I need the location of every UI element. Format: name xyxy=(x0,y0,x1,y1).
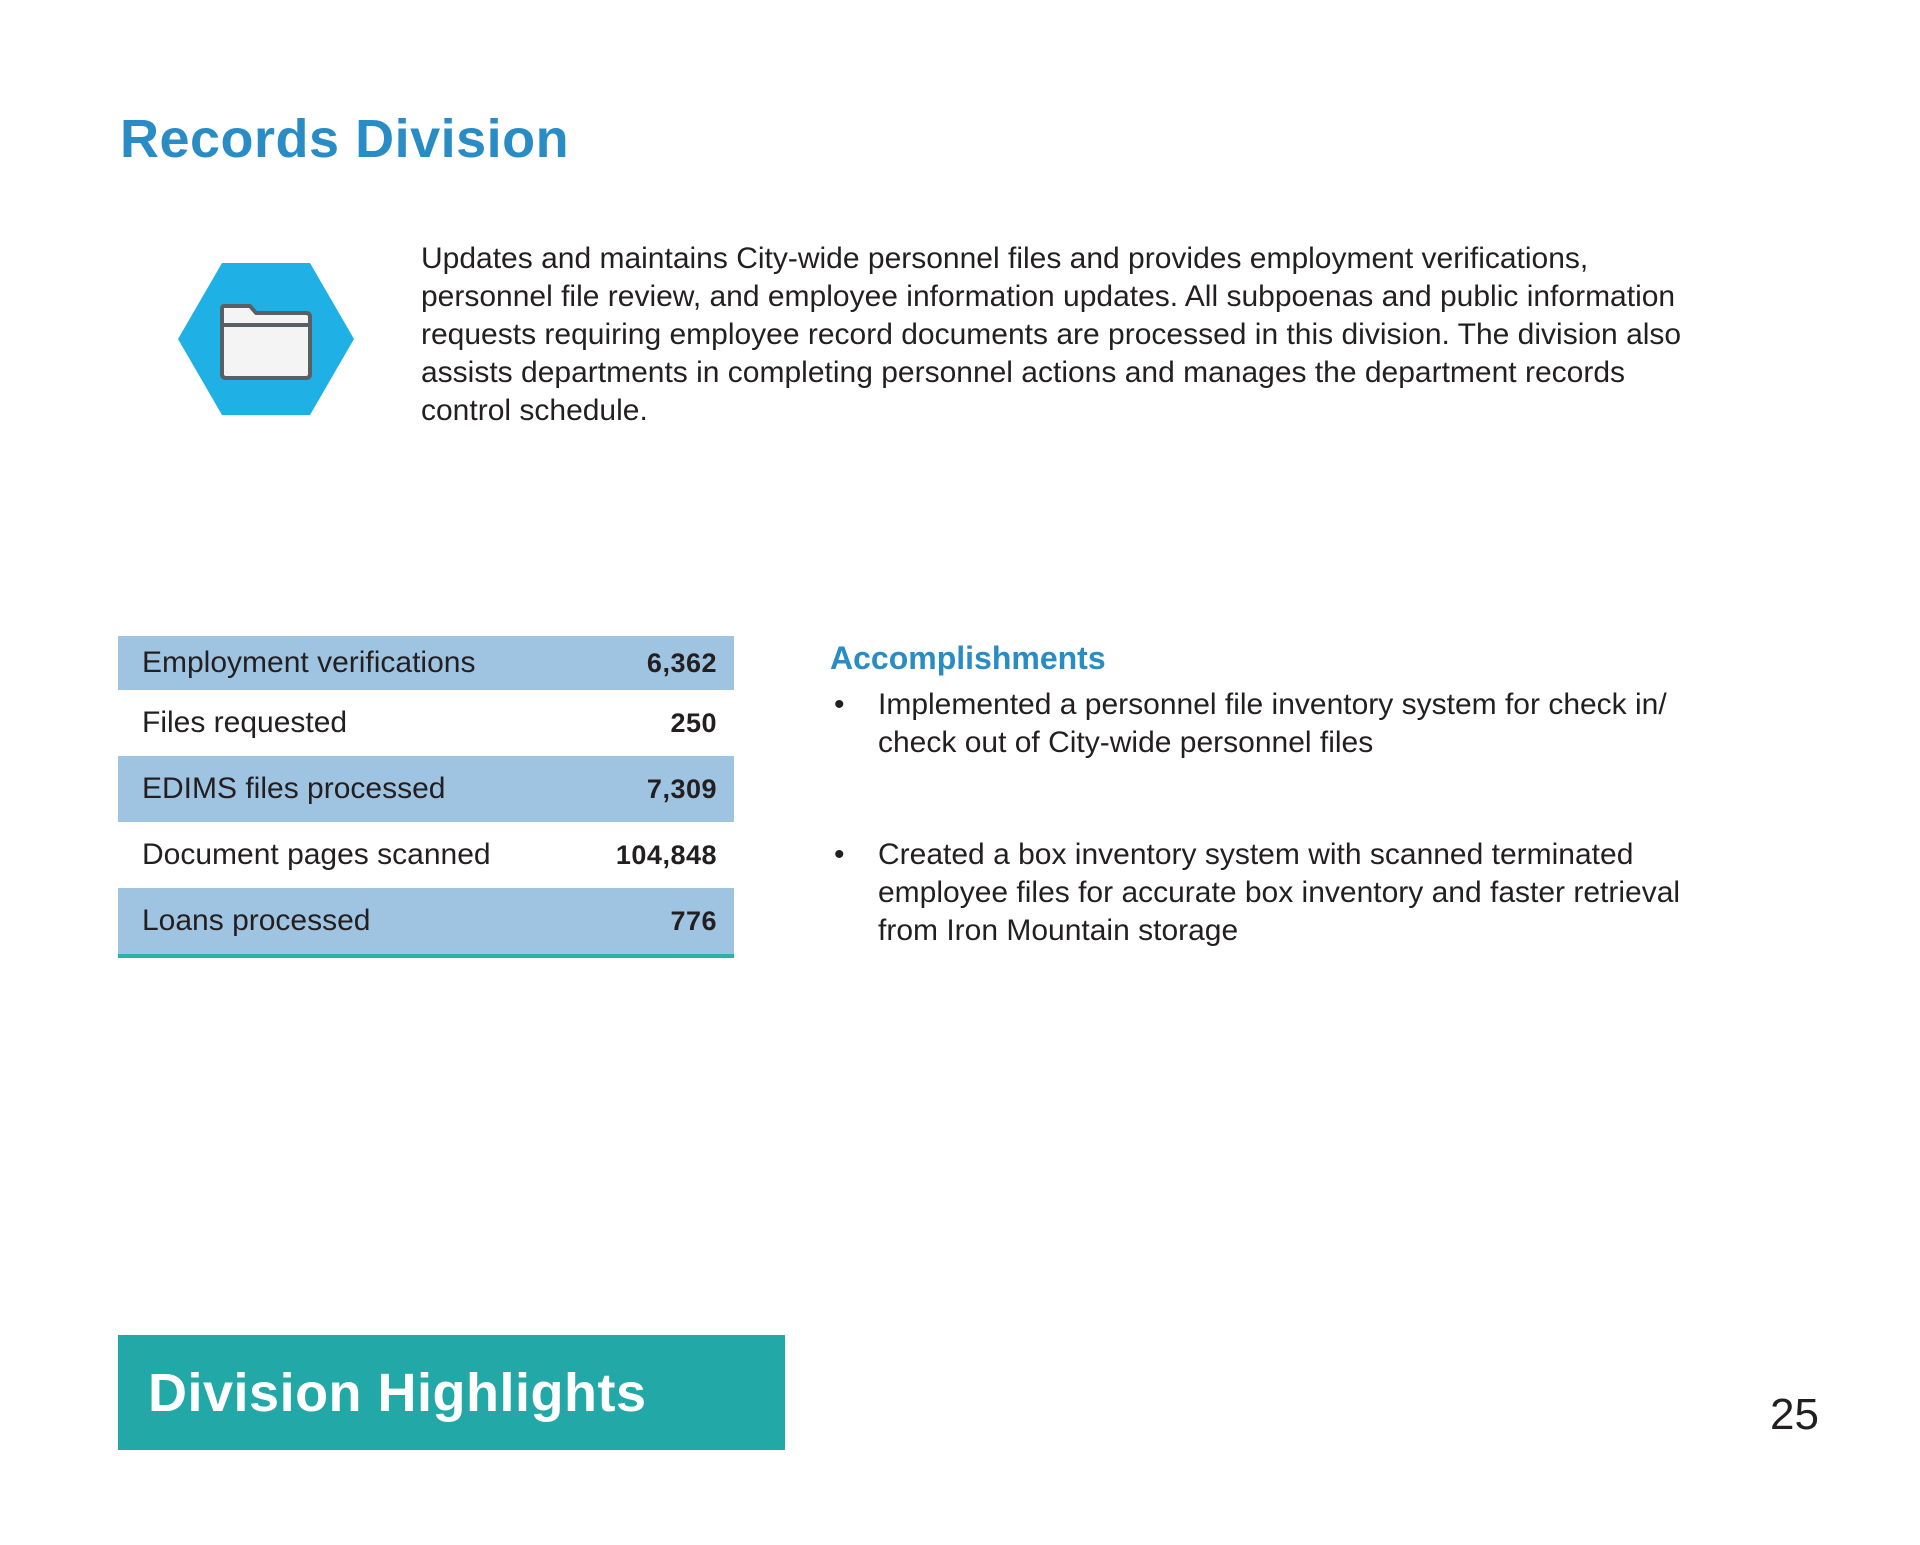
stat-value: 776 xyxy=(670,905,717,936)
stat-label: Employment verifications xyxy=(142,646,476,679)
accomplishments-section xyxy=(830,636,1730,950)
bullet-icon: • xyxy=(834,688,845,721)
stat-label: Document pages scanned xyxy=(142,838,491,871)
stat-value: 6,362 xyxy=(646,647,717,678)
stat-row xyxy=(118,888,734,954)
accomplishments-list xyxy=(830,686,1730,950)
stat-label: EDIMS files processed xyxy=(142,772,446,805)
banner-text: Division Highlights xyxy=(148,1362,647,1423)
stat-label: Files requested xyxy=(142,706,348,739)
stat-value: 104,848 xyxy=(615,839,717,870)
folder-icon xyxy=(178,263,354,415)
list-item xyxy=(830,836,1730,950)
page-title: Records Division xyxy=(120,109,570,169)
page-number: 25 xyxy=(1770,1390,1819,1439)
accomplishment-text: Created a box inventory system with scanned terminated employee files for accurate box inventory and faster retrieval from Iron Mountain storage xyxy=(878,838,1681,947)
stat-label: Loans processed xyxy=(142,904,371,937)
stat-row xyxy=(118,822,734,888)
accomplishment-text: Implemented a personnel file inventory system for check in/ check out of City-wide personnel files xyxy=(878,688,1667,759)
division-description: Updates and maintains City-wide personnel files and provides employment verifications, personnel file review, and employee information updates. All subpoenas and public information requests requiring employee record documents are processed in this division. The division also assists departments in completing personnel actions and manages the department records control schedule. xyxy=(421,242,1682,427)
stat-row xyxy=(118,756,734,822)
bullet-icon: • xyxy=(834,838,845,871)
stat-row xyxy=(118,690,734,756)
accomplishments-title: Accomplishments xyxy=(830,640,1106,676)
stats-table xyxy=(118,636,734,958)
stat-value: 250 xyxy=(670,707,717,738)
stat-row xyxy=(118,636,734,690)
division-highlights-banner xyxy=(118,1335,785,1450)
stat-value: 7,309 xyxy=(646,773,717,804)
list-item xyxy=(830,686,1730,762)
